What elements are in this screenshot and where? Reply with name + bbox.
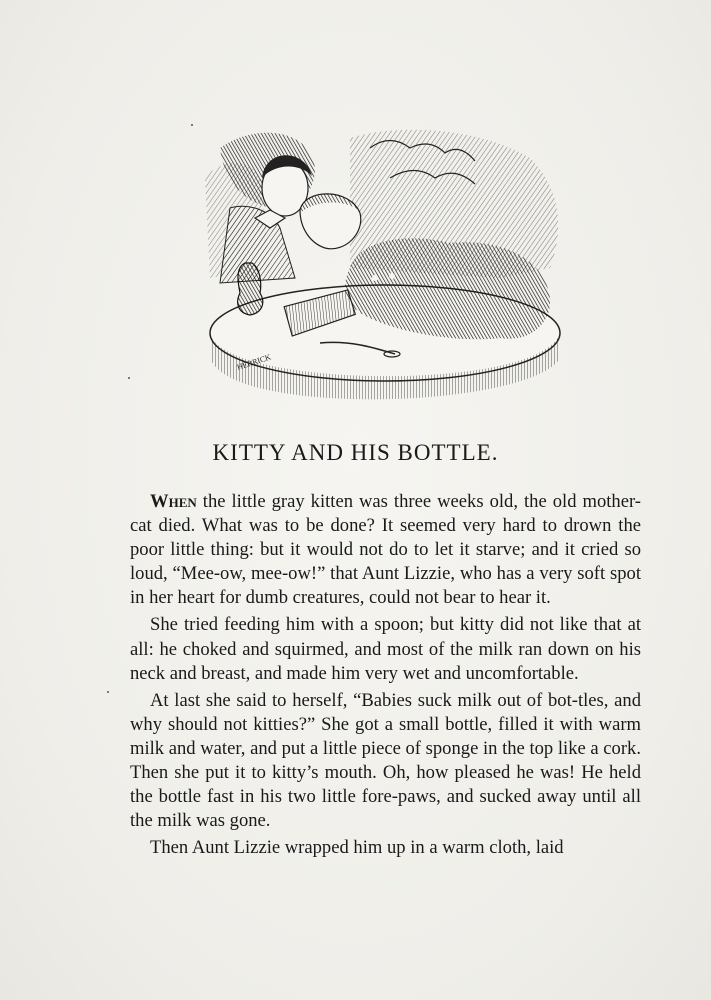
paragraph-1 xyxy=(130,490,641,610)
paragraph-2: She tried feeding him with a spoon; but kitty did not like that at all: he choked and squirmed, and most of the milk ran down on his neck and breast, and made him very wet and uncomfortable. xyxy=(130,614,641,684)
page-title: KITTY AND HIS BOTTLE. xyxy=(212,440,499,465)
ink-speck xyxy=(107,691,109,693)
ink-speck xyxy=(191,124,193,126)
story-text xyxy=(130,490,641,863)
paragraph-3: At last she said to herself, “Babies suck milk out of bot-tles, and why should not kitties?” She got a small bottle, filled it with warm milk and water, and put a little piece of sponge in the top like a cork. Then she put it to kitty’s mouth. Oh, how pleased he was! He held the bottle fast in his two little fore-paws, and sucked away until all the milk was gone. xyxy=(130,689,641,832)
ink-speck xyxy=(128,377,130,379)
artist-signature: HERRICK xyxy=(235,352,273,372)
engraving-children-kitten-icon xyxy=(200,118,572,418)
paragraph-lead-word: When xyxy=(150,491,197,512)
paragraph-text: the little gray kitten was three weeks old, the old mother-cat died. What was to be done? It seemed very hard to drown the poor little thing: but it would not do to let it starve; and it cried so loud, “Mee-ow, mee-ow!” that Aunt Lizzie, who has a very soft spot in her heart for dumb creatures, could not bear to hear it. xyxy=(130,491,641,609)
paragraph-4: Then Aunt Lizzie wrapped him up in a warm cloth, laid xyxy=(150,837,564,859)
